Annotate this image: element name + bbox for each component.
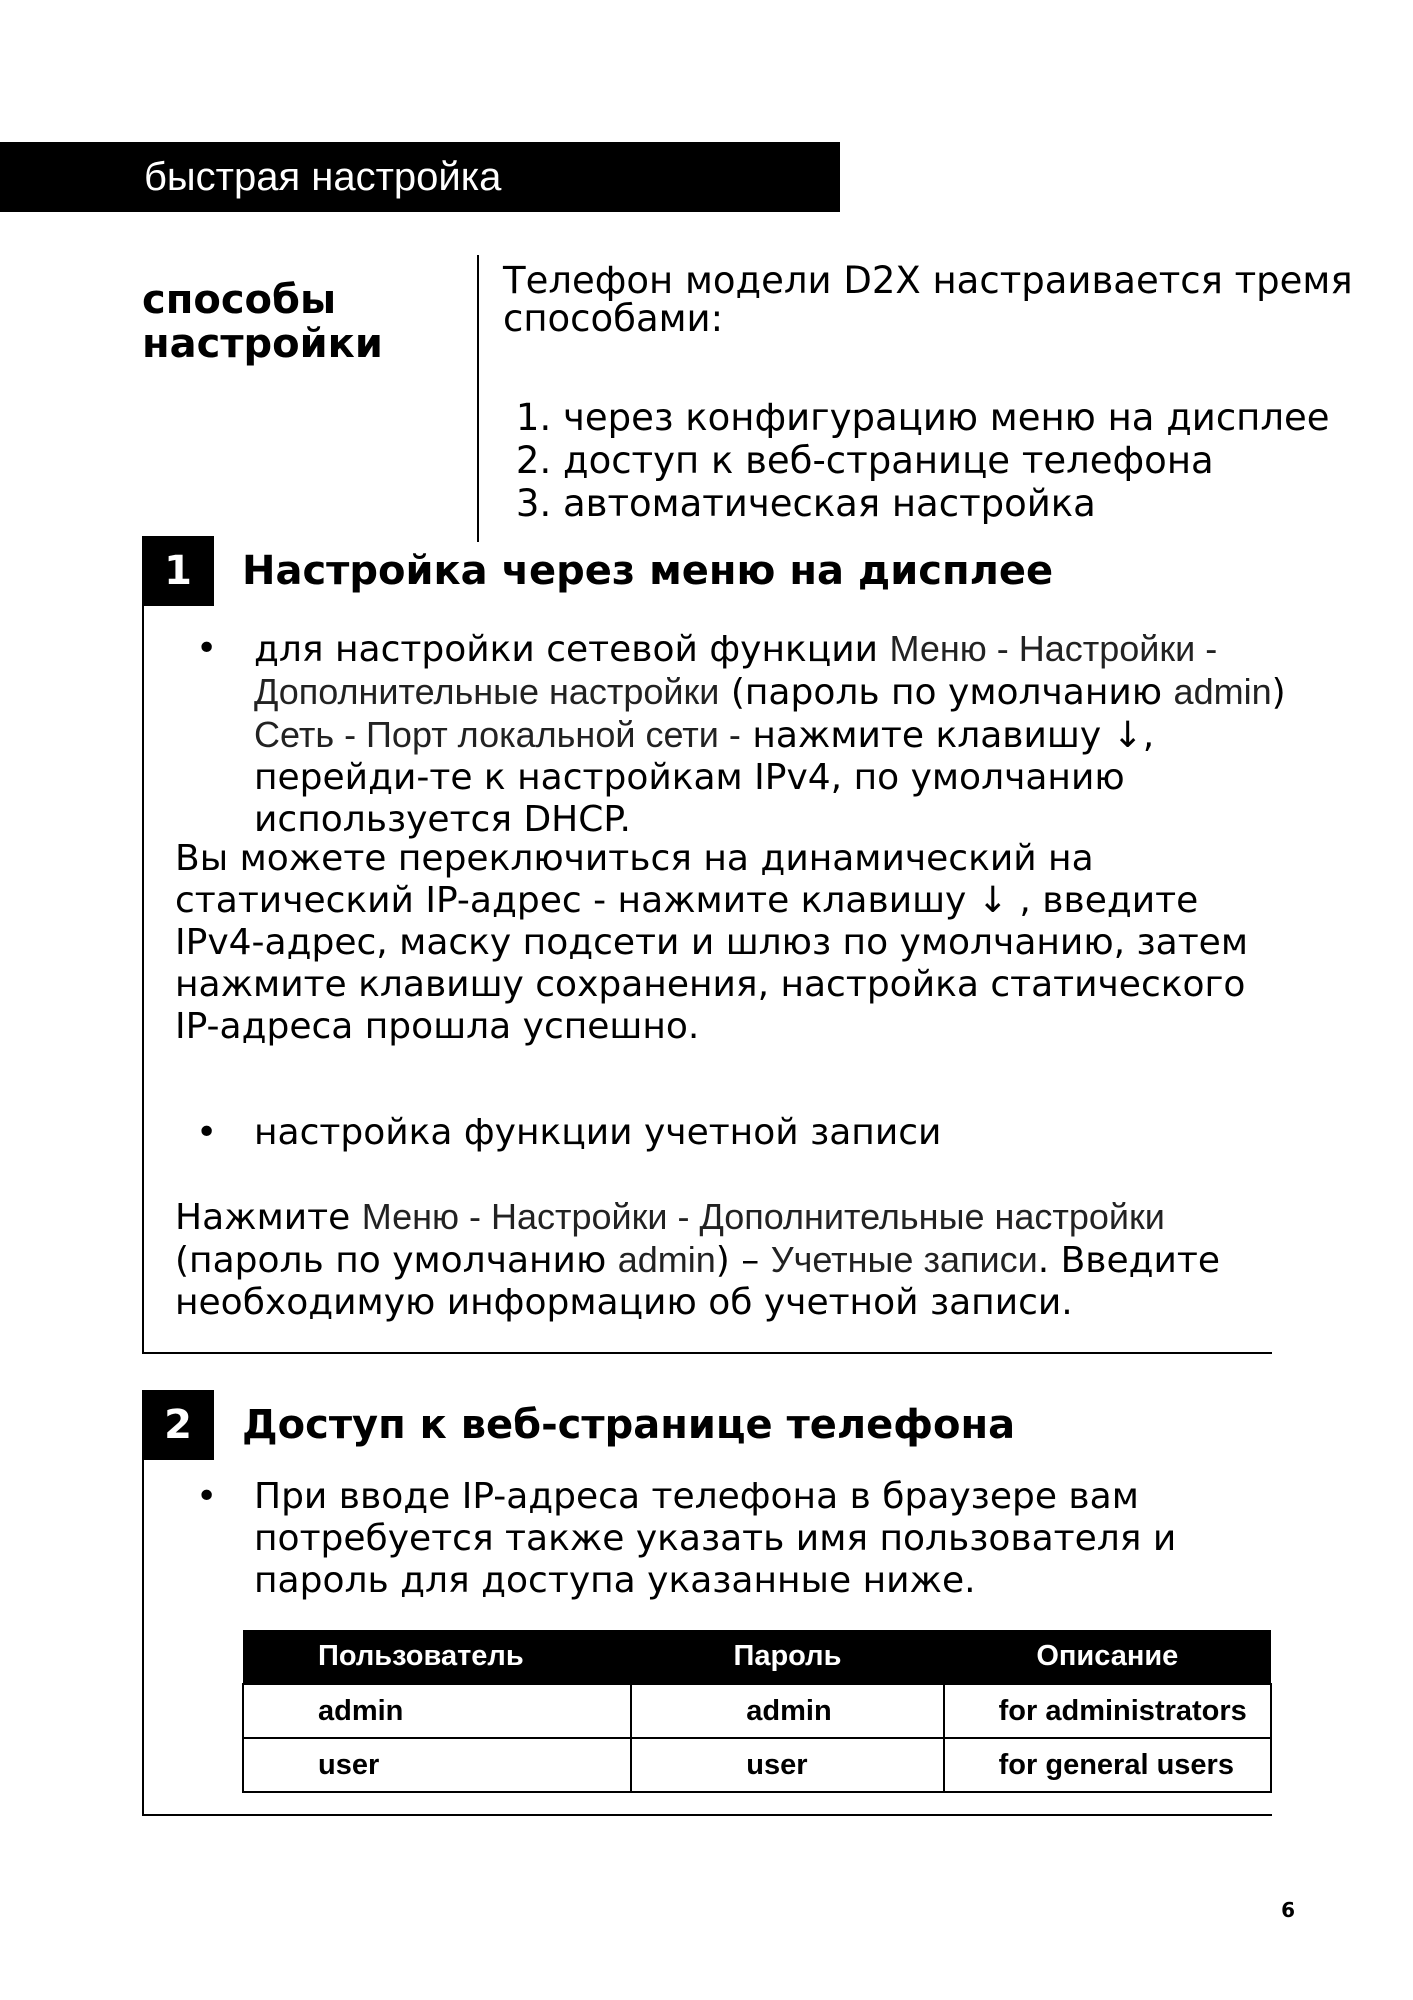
side-title-line2: настройки [142,321,383,367]
section2-bullet1 [196,1476,1296,1602]
b1-password: admin [1173,671,1272,712]
section1-paragraph: Вы можете переключиться на динамический на статический IP-адрес - нажмите клавишу ↓ , введите IPv4-адрес, маску подсети и шлюз по умолчанию, затем нажмите клавишу сохранения, настройка статического IP-адреса прошла успешно. [175,838,1248,1047]
cell-password: user [631,1738,943,1792]
methods-intro [503,259,1383,525]
p2-menu-path: Меню - Настройки - Дополнительные настройки [361,1196,1165,1237]
table-row [243,1738,1271,1792]
section1-title: Настройка через меню на дисплее [242,548,1054,594]
b1-text2: (пароль по умолчанию [719,672,1174,713]
b1-text4: нажмите клавишу ↓, перейди-те к настройкам IPv4, по умолчанию используется DHCP. [254,715,1155,840]
vertical-divider [477,255,479,542]
header-description: Описание [944,1630,1271,1684]
section1-bullet1 [196,628,1296,841]
method-item: 1. через конфигурацию меню на дисплее [563,396,1383,439]
section2-bottom-border [142,1814,1272,1816]
b1-network-path: Сеть - Порт локальной сети - [254,714,741,755]
b1-text3: ) [1271,672,1286,713]
page-number: 6 [1281,1898,1295,1922]
b2-text: настройка функции учетной записи [254,1112,942,1153]
p2-text2: (пароль по умолчанию [175,1240,618,1281]
cell-user: admin [243,1684,631,1738]
p2-text1: Нажмите [175,1197,362,1238]
header-password: Пароль [631,1630,943,1684]
bullet-marker: • [196,1476,218,1517]
section1-bullet2 [196,1112,1346,1154]
cell-description: for administrators [944,1684,1271,1738]
method-item: 2. доступ к веб-странице телефона [563,439,1383,482]
page-banner: быстрая настройка [0,142,840,212]
cell-password: admin [631,1684,943,1738]
cell-description: for general users [944,1738,1271,1792]
section2-title: Доступ к веб-странице телефона [242,1402,1016,1448]
section1-bottom-border [142,1352,1272,1354]
table-header-row [243,1630,1271,1684]
bullet-marker: • [196,1112,218,1153]
b1-text1: для настройки сетевой функции [254,629,890,670]
bullet-marker: • [196,628,218,669]
methods-side-title [142,278,383,366]
methods-list [503,396,1383,525]
header-user: Пользователь [243,1630,631,1684]
table-row [243,1684,1271,1738]
section2-number: 2 [142,1390,214,1460]
p2-text3: ) – [715,1240,771,1281]
intro-text: Телефон модели D2X настраивается тремя способами: [503,259,1353,340]
section1-number: 1 [142,536,214,606]
b1-menu-path: Меню - Настройки - Дополнительные настройки [254,628,1218,712]
section1-left-border [142,606,144,1354]
s2-b1-text: При вводе IP-адреса телефона в браузере вам потребуется также указать имя пользователя и пароль для доступа указанные ниже. [254,1476,1177,1601]
p2-password: admin [617,1239,716,1280]
section1-paragraph2 [175,1196,1295,1324]
section2-left-border [142,1460,144,1816]
p2-text4: . Введите необходимую информацию об учетной записи. [175,1240,1221,1323]
cell-user: user [243,1738,631,1792]
p2-accounts: Учетные записи [770,1239,1038,1280]
credentials-table-wrap [242,1630,1272,1793]
side-title-line1: способы [142,277,337,323]
method-item: 3. автоматическая настройка [563,482,1383,525]
credentials-table [242,1630,1272,1793]
